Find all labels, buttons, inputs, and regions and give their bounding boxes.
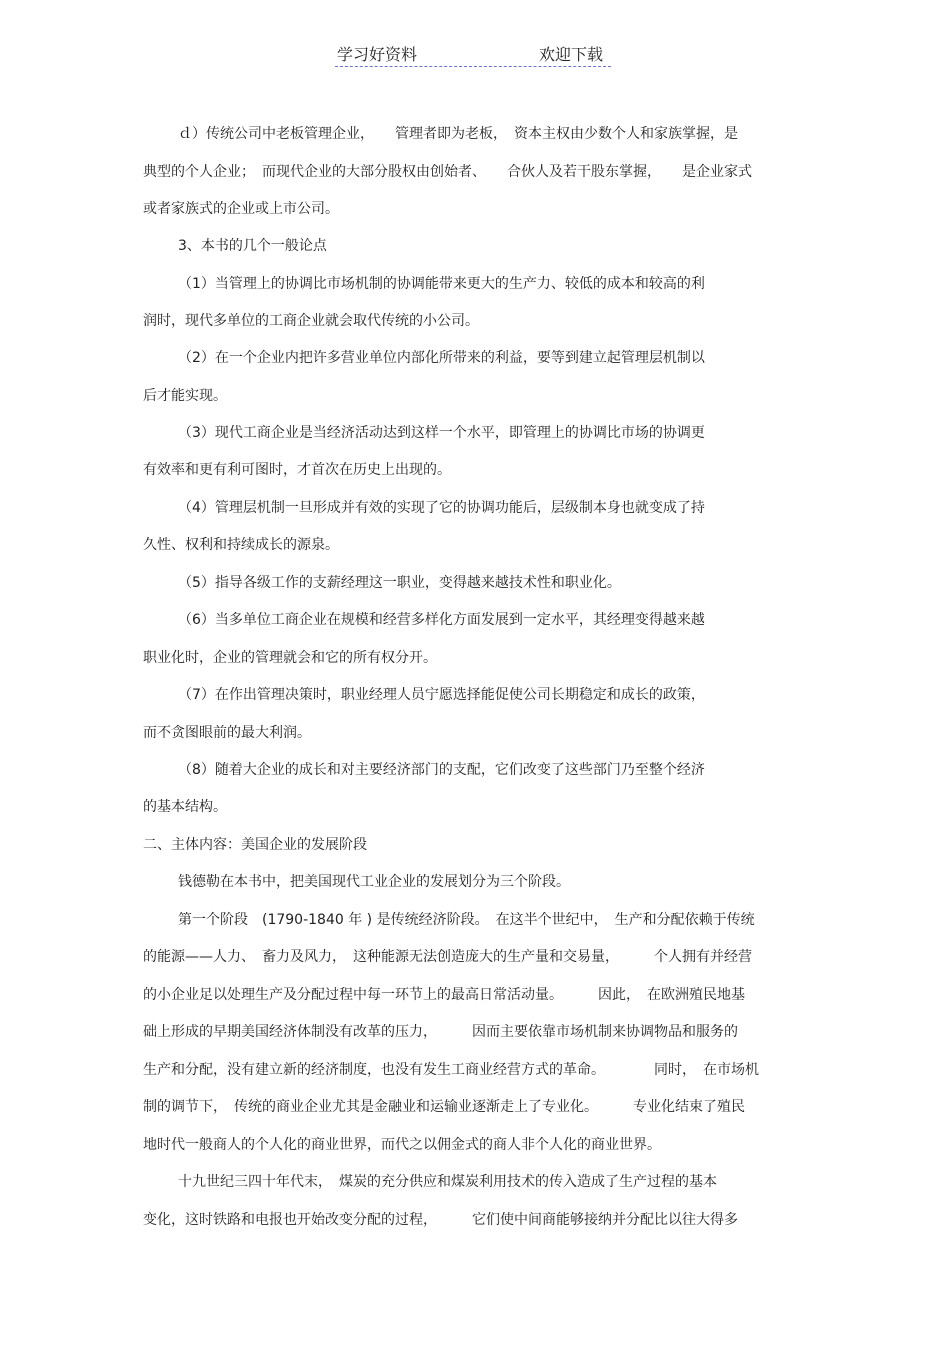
text-line: （4）管理层机制一旦形成并有效的实现了它的协调功能后，层级制本身也就变成了持	[178, 500, 705, 516]
text-line: 后才能实现。	[143, 388, 227, 404]
text-line: （5）指导各级工作的支薪经理这一职业，变得越来越技术性和职业化。	[178, 575, 621, 591]
text-line: 或者家族式的企业或上市公司。	[143, 201, 339, 217]
text-line: （2）在一个企业内把许多营业单位内部化所带来的利益，要等到建立起管理层机制以	[178, 350, 705, 366]
text-line: 久性、权利和持续成长的源泉。	[143, 537, 339, 553]
text-line: 而不贪图眼前的最大利润。	[143, 725, 311, 741]
text-line: 有效率和更有利可图时，才首次在历史上出现的。	[143, 462, 451, 478]
text-line: 润时，现代多单位的工商企业就会取代传统的小公司。	[143, 313, 479, 329]
text-line: 第一个阶段 (1790-1840 年 ) 是传统经济阶段。 在这半个世纪中， 生产和分配依赖于传统	[178, 912, 755, 928]
text-line: 础上形成的早期美国经济体制没有改革的压力， 因而主要依靠市场机制来协调物品和服务的	[143, 1024, 738, 1040]
text-line: ｄ）传统公司中老板管理企业， 管理者即为老板， 资本主权由少数个人和家族掌握，是	[178, 126, 738, 142]
page-header	[335, 38, 611, 67]
text-line: 的小企业足以处理生产及分配过程中每一环节上的最高日常活动量。 因此， 在欧洲殖民地基	[143, 987, 745, 1003]
text-line: 3、本书的几个一般论点	[178, 238, 327, 254]
text-line: （6）当多单位工商企业在规模和经营多样化方面发展到一定水平，其经理变得越来越	[178, 612, 705, 628]
section-heading: 二、主体内容：美国企业的发展阶段	[143, 837, 367, 853]
text-line: 制的调节下， 传统的商业企业尤其是金融业和运输业逐渐走上了专业化。 专业化结束了殖民	[143, 1099, 745, 1115]
text-line: 生产和分配，没有建立新的经济制度，也没有发生工商业经营方式的革命。 同时， 在市场机	[143, 1062, 759, 1078]
text-line: 的能源——人力、 畜力及风力， 这种能源无法创造庞大的生产量和交易量， 个人拥有并经营	[143, 949, 752, 965]
text-line: （3）现代工商企业是当经济活动达到这样一个水平，即管理上的协调比市场的协调更	[178, 425, 705, 441]
text-line: （7）在作出管理决策时，职业经理人员宁愿选择能促使公司长期稳定和成长的政策，	[178, 687, 705, 703]
text-line: 十九世纪三四十年代末， 煤炭的充分供应和煤炭利用技术的传入造成了生产过程的基本	[178, 1174, 717, 1190]
header-left-text: 学习好资料	[337, 45, 418, 64]
header-right-text: 欢迎下载	[539, 45, 604, 64]
text-line: 典型的个人企业； 而现代企业的大部分股权由创始者、 合伙人及若干股东掌握， 是企业家式	[143, 164, 752, 180]
text-line: （8）随着大企业的成长和对主要经济部门的支配，它们改变了这些部门乃至整个经济	[178, 762, 705, 778]
text-line: 职业化时，企业的管理就会和它的所有权分开。	[143, 650, 437, 666]
text-line: 地时代一般商人的个人化的商业世界，而代之以佣金式的商人非个人化的商业世界。	[143, 1137, 661, 1153]
text-line: 的基本结构。	[143, 799, 227, 815]
text-line: （1）当管理上的协调比市场机制的协调能带来更大的生产力、较低的成本和较高的利	[178, 276, 705, 292]
text-line: 变化，这时铁路和电报也开始改变分配的过程， 它们使中间商能够接纳并分配比以往大得多	[143, 1212, 738, 1228]
text-line: 钱德勒在本书中，把美国现代工业企业的发展划分为三个阶段。	[178, 874, 570, 890]
